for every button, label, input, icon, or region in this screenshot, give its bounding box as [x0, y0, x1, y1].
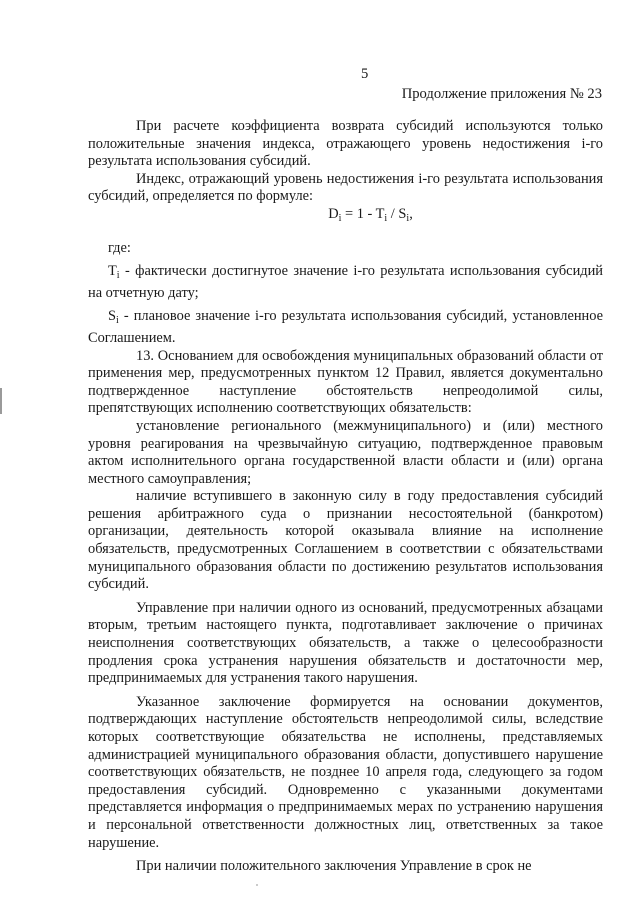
- document-body: [88, 118, 603, 876]
- definition-s: [88, 308, 603, 347]
- formula-div-subscript: i: [406, 212, 410, 224]
- definition-s-symbol: S: [108, 308, 117, 325]
- paragraph-clause-13: 13. Основанием для освобождения муниципальных образований области от применения мер, предусмотренных пунктом 12 Правил, является документально подтвержденное наступление обстоятельств непреодолимой силы, препятствующих исполнению соответствующих обязательств:: [88, 347, 603, 417]
- paragraph-bankruptcy: наличие вступившего в законную силу в году предоставления субсидий решения арбитражного суда о признании несостоятельной (банкротом) организации, деятельность которой оказывала влияние на исполнение обязательств, предусмотренных Соглашением в соответствии с обязательствами муниципального образования области по достижению результатов использования субсидий.: [88, 488, 603, 593]
- paragraph-emergency: установление регионального (межмуниципального) и (или) местного уровня реагирования на чрезвычайную ситуацию, подтвержденное правовым актом исполнительного органа государственной власти области и (или) органа местного самоуправления;: [88, 417, 603, 487]
- where-label: где:: [108, 239, 131, 256]
- definition-t-text: - фактически достигнутое значение i-го результата использования субсидий на отчетную дату;: [88, 263, 603, 301]
- formula-lhs: D: [328, 205, 339, 222]
- definition-s-subscript: i: [116, 315, 119, 327]
- paragraph-positive-values: При расчете коэффициента возврата субсидий используются только положительные значения индекса, отражающего уровень недостижения i-го результата использования субсидий.: [88, 118, 603, 170]
- paragraph-index-definition: Индекс, отражающий уровень недостижения i-го результата использования субсидий, определяется по формуле:: [88, 170, 603, 205]
- paragraph-positive-conclusion: При наличии положительного заключения Управление в срок не: [136, 858, 532, 875]
- paragraph-conclusion-basis: Указанное заключение формируется на основании документов, подтверждающих наступление обстоятельств непреодолимой силы, вследствие которых соответствующие обязательства не исполнены, представляемых администрацией муниципального образования области, допустившего нарушение соответствующих обязательств, не позднее 10 апреля года, следующего за годом предоставления субсидий. Одновременно с указанными документами представляется информация о предпринимаемых мерах по устранению нарушения и персональной ответственности должностных лиц, ответственных за такое нарушение.: [88, 693, 603, 851]
- definition-t-symbol: T: [108, 263, 117, 280]
- formula-mid-subscript: i: [384, 212, 388, 224]
- scan-margin-mark: [0, 388, 2, 414]
- page-number: 5: [361, 66, 369, 82]
- formula: [88, 206, 603, 228]
- formula-tail: ,: [409, 205, 413, 222]
- definition-t-subscript: i: [116, 270, 120, 282]
- definition-t: [88, 263, 603, 302]
- formula-div: / S: [387, 205, 407, 222]
- appendix-continuation-label: Продолжение приложения № 23: [401, 86, 602, 102]
- paragraph-conclusion-prep: Управление при наличии одного из оснований, предусмотренных абзацами вторым, третьим настоящего пункта, подготавливает заключение о причинах неисполнения соответствующих обязательств, а также о целесообразности продления срока устранения нарушения обязательств и достаточности мер, предпринимаемых для устранения такого нарушения.: [88, 599, 603, 687]
- formula-lhs-subscript: i: [338, 212, 342, 224]
- formula-mid: = 1 - T: [341, 205, 385, 222]
- definition-s-text: - плановое значение i-го результата использования субсидий, установленное Соглашением.: [88, 308, 603, 346]
- scan-speck: [256, 884, 258, 886]
